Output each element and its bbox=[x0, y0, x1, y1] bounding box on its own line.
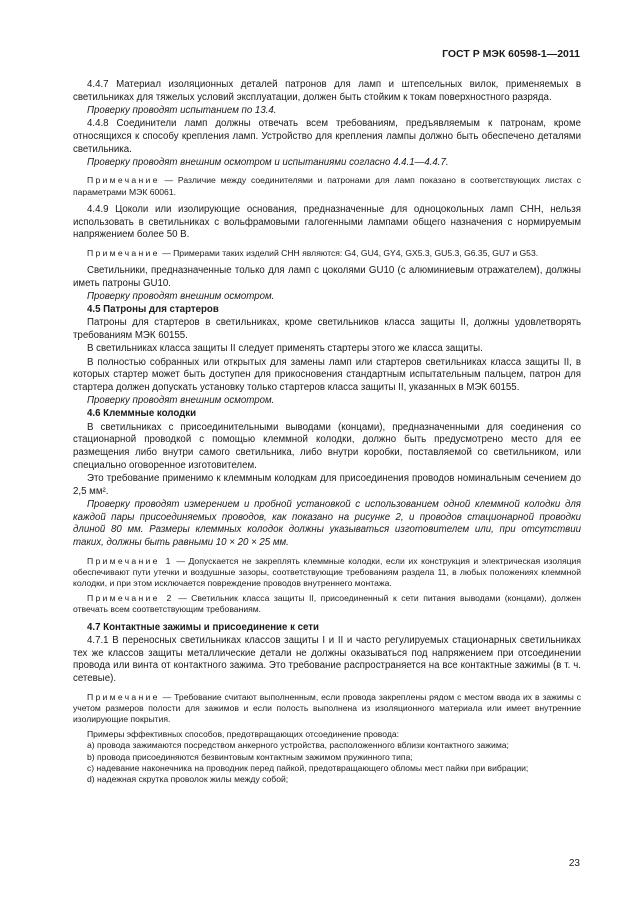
clause-4-4-8: 4.4.8 Соединители ламп должны отвечать всем требованиям, предъявляемым к патронам, кроме относящихся к способу крепления ламп. Устройство для крепления лампы должно быть обеспечено деталями светильника. bbox=[73, 118, 581, 155]
clause-4-4-9: 4.4.9 Цоколи или изолирующие основания, предназначенные для одноцокольных ламп СНН, нельзя использовать в светильниках с вольфрамовыми галогенными лампами общего назначения с нормируемым напряжением более 50 В. bbox=[73, 203, 581, 241]
page-header: ГОСТ Р МЭК 60598-1—2011 bbox=[442, 48, 580, 60]
list-item: c) надевание наконечника на проводник перед пайкой, предотвращающего обломы мест пайки при вибрации; bbox=[87, 762, 529, 773]
document-body bbox=[73, 79, 581, 785]
note-2 bbox=[73, 593, 581, 615]
note-label: Примечание 1 bbox=[87, 555, 173, 566]
list-intro: Примеры эффективных способов, предотвращающих отсоединение провода: bbox=[87, 729, 400, 740]
list-item: a) провода зажимаются посредством анкерного устройства, расположенного вблизи контактного зажима; bbox=[87, 740, 509, 751]
page-number: 23 bbox=[568, 858, 580, 869]
note-label: Примечание bbox=[87, 691, 160, 702]
note-label: Примечание bbox=[87, 175, 160, 186]
note-label: Примечание 2 bbox=[87, 593, 174, 604]
note bbox=[73, 248, 581, 259]
note-label: Примечание bbox=[87, 247, 160, 258]
verification-text: Проверку проводят внешним осмотром. bbox=[87, 291, 275, 303]
section-heading-4-5: 4.5 Патроны для стартеров bbox=[87, 304, 219, 316]
paragraph: Это требование применимо к клеммным колодкам для присоединения проводов номинальным сечением до 2,5 мм². bbox=[73, 472, 581, 497]
note-text: — Различие между соединителями и патронами для ламп показано в соответствующих листах с параметрами МЭК 60061. bbox=[73, 175, 581, 197]
note-text: — Светильник класса защиты II, присоединенный к сети питания выводами (концами), должен отвечать всем соответствующим требованиям. bbox=[73, 593, 582, 615]
verification-text: Проверку проводят испытанием по 13.4. bbox=[87, 104, 277, 116]
note-text: — Примерами таких изделий СНН являются: G4, GU4, GY4, GX5.3, GU5.3, G6.35, GU7 и G53. bbox=[162, 247, 539, 258]
clause-4-7-1: 4.7.1 В переносных светильниках классов защиты I и II и часто регулируемых стационарных светильниках тех же классов защиты металлические детали не должны оказываться под напряжением при отсоединении провода или винта от контактного зажима. Это требование распространяется на все контактные зажимы (в т. ч. сетевые). bbox=[73, 634, 581, 684]
paragraph: Патроны для стартеров в светильниках, кроме светильников класса защиты II, должны удовлетворять требованиям МЭК 60155. bbox=[73, 317, 581, 342]
paragraph: В светильниках с присоединительными выводами (концами), предназначенными для соединения со стационарной проводкой с помощью клеммной колодки, должно быть предусмотрено место для ее размещения либо внутри самого светильника, либо внутри коробки, поставляемой со светильником, или специально оговоренное изготовителем. bbox=[73, 421, 581, 471]
note-1 bbox=[73, 556, 581, 590]
paragraph: В полностью собранных или открытых для замены ламп или стартеров светильниках класса защиты II, в которых стартер может быть доступен для прикосновения стандартным испытательным пальцем, патрон для стартера должен допускать установку только стартеров класса защиты II, указанных в МЭК 60155. bbox=[73, 356, 581, 393]
clause-4-4-7: 4.4.7 Материал изоляционных деталей патронов для ламп и штепсельных вилок, применяемых в светильниках для тяжелых условий эксплуатации, должен быть стойким к токам поверхностного разряда. bbox=[73, 79, 581, 103]
note-text: — Допускается не закреплять клеммные колодки, если их конструкция и электрическая изоляция обеспечивают пути утечки и воздушные зазоры, соответствующие требованиям раздела 11, в любых положениях клеммной колодки, и при этом исключается повреждение проводов внутреннего монтажа. bbox=[73, 555, 582, 589]
verification-text: Проверку проводят измерением и пробной установкой с использованием одной клеммной колодки для каждой пары присоединяемых проводов, как показано на рисунке 2, и проводов стационарной проводки длиной 80 мм. Размеры клеммных колодок должны указываться изготовителем или, при отсутствии таких, должны быть равными 10 × 20 × 25 мм. bbox=[73, 498, 581, 548]
paragraph: В светильниках класса защиты II следует применять стартеры этого же класса защиты. bbox=[87, 343, 483, 355]
note bbox=[73, 692, 581, 726]
list-item: b) провода присоединяются безвинтовым контактным зажимом пружинного типа; bbox=[87, 751, 413, 762]
verification-text: Проверку проводят внешним осмотром и испытаниями согласно 4.4.1—4.4.7. bbox=[87, 156, 449, 168]
note bbox=[73, 175, 581, 197]
section-heading-4-7: 4.7 Контактные зажимы и присоединение к сети bbox=[87, 621, 319, 633]
list-item: d) надежная скрутка проволок жилы между собой; bbox=[87, 774, 289, 785]
section-heading-4-6: 4.6 Клеммные колодки bbox=[87, 408, 197, 420]
note-text: — Требование считают выполненным, если провода закреплены рядом с местом ввода их в зажимы с учетом размеров полости для зажимов и если полость выполнена из изоляционного материала или имеет внутренние изолирующие покрытия. bbox=[73, 691, 582, 725]
verification-text: Проверку проводят внешним осмотром. bbox=[87, 395, 275, 407]
paragraph-gu10: Светильники, предназначенные только для ламп с цоколями GU10 (с алюминиевым отражателем), должны иметь патроны GU10. bbox=[73, 265, 581, 289]
